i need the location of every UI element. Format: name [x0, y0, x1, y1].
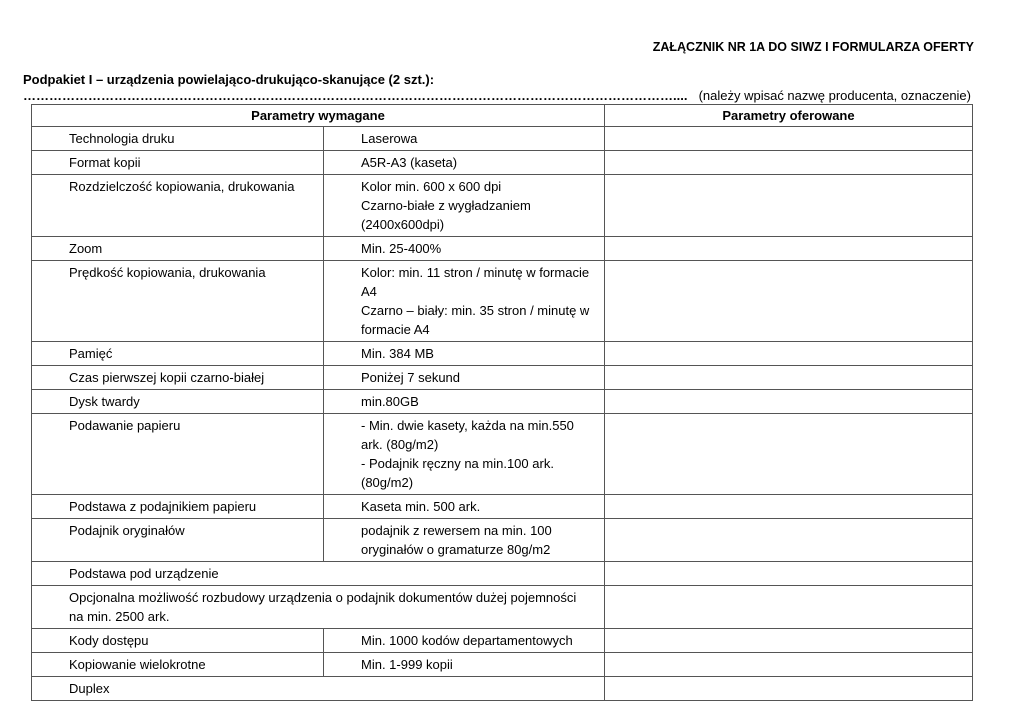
- param-name-line: na min. 2500 ark.: [69, 609, 170, 624]
- param-value-line: Poniżej 7 sekund: [361, 370, 461, 385]
- table-row: [32, 629, 973, 653]
- param-name: Kody dostępu: [32, 629, 324, 653]
- offer-cell[interactable]: [605, 342, 973, 366]
- param-name: Czas pierwszej kopii czarno-białej: [32, 366, 324, 390]
- param-value-line: formacie A4: [361, 322, 430, 337]
- param-name: Dysk twardy: [32, 390, 324, 414]
- param-value-line: Laserowa: [361, 131, 418, 146]
- offer-cell[interactable]: [605, 414, 973, 495]
- table-row: [32, 677, 973, 701]
- param-value: [324, 519, 605, 562]
- param-value: [324, 653, 605, 677]
- param-value-line: Min. 1000 kodów departamentowych: [361, 633, 573, 648]
- param-value-line: A5R-A3 (kaseta): [361, 155, 458, 170]
- param-value: [324, 127, 605, 151]
- table-row: [32, 562, 973, 586]
- param-name-line: Opcjonalna możliwość rozbudowy urządzenia o podajnik dokumentów dużej pojemności: [69, 590, 577, 605]
- param-value-line: ark. (80g/m2): [361, 437, 439, 452]
- param-value-line: Kolor min. 600 x 600 dpi: [361, 179, 502, 194]
- spec-table: [31, 104, 973, 701]
- param-value: [324, 175, 605, 237]
- param-value-line: oryginałów o gramaturze 80g/m2: [361, 542, 551, 557]
- offer-cell[interactable]: [605, 151, 973, 175]
- param-name: Format kopii: [32, 151, 324, 175]
- param-value-line: - Podajnik ręczny na min.100 ark.: [361, 456, 554, 471]
- table-row: [32, 495, 973, 519]
- param-name: Podajnik oryginałów: [32, 519, 324, 562]
- param-value-line: - Min. dwie kasety, każda na min.550: [361, 418, 574, 433]
- table-row: [32, 151, 973, 175]
- param-value-line: Min. 25-400%: [361, 241, 442, 256]
- producer-line: [23, 88, 971, 104]
- param-value-line: min.80GB: [361, 394, 419, 409]
- table-header-row: [32, 105, 973, 127]
- param-value-line: Min. 384 MB: [361, 346, 434, 361]
- table-row: [32, 390, 973, 414]
- table-row: [32, 342, 973, 366]
- param-value-line: (80g/m2): [361, 475, 414, 490]
- param-value: [324, 237, 605, 261]
- offer-cell[interactable]: [605, 495, 973, 519]
- param-value-line: Min. 1-999 kopii: [361, 657, 453, 672]
- table-row: [32, 175, 973, 237]
- param-value-line: Kolor: min. 11 stron / minutę w formacie: [361, 265, 590, 280]
- offer-cell[interactable]: [605, 390, 973, 414]
- param-value: [324, 261, 605, 342]
- table-row: [32, 653, 973, 677]
- param-name: Podawanie papieru: [32, 414, 324, 495]
- offer-cell[interactable]: [605, 629, 973, 653]
- header-required: Parametry wymagane: [32, 105, 605, 127]
- param-value: [324, 629, 605, 653]
- param-value-line: Czarno-białe z wygładzaniem: [361, 198, 531, 213]
- param-value: [324, 390, 605, 414]
- param-value-line: podajnik z rewersem na min. 100: [361, 523, 552, 538]
- param-value-line: (2400x600dpi): [361, 217, 445, 232]
- offer-cell[interactable]: [605, 366, 973, 390]
- param-name: [32, 586, 605, 629]
- offer-cell[interactable]: [605, 519, 973, 562]
- param-name: Zoom: [32, 237, 324, 261]
- table-row: [32, 586, 973, 629]
- param-name: Rozdzielczość kopiowania, drukowania: [32, 175, 324, 237]
- table-row: [32, 519, 973, 562]
- table-row: [32, 366, 973, 390]
- param-value-line: Czarno – biały: min. 35 stron / minutę w: [361, 303, 590, 318]
- param-value-line: Kaseta min. 500 ark.: [361, 499, 481, 514]
- param-value: [324, 342, 605, 366]
- table-row: [32, 237, 973, 261]
- table-row: [32, 414, 973, 495]
- annex-title: ZAŁĄCZNIK NR 1A DO SIWZ I FORMULARZA OFERTY: [652, 40, 974, 54]
- param-name: Technologia druku: [32, 127, 324, 151]
- param-value: [324, 414, 605, 495]
- offer-cell[interactable]: [605, 127, 973, 151]
- offer-cell[interactable]: [605, 586, 973, 629]
- producer-dots: ……………………………………………………………………………………………………………………………………....: [23, 88, 688, 103]
- param-value: [324, 366, 605, 390]
- param-name: Prędkość kopiowania, drukowania: [32, 261, 324, 342]
- offer-cell[interactable]: [605, 562, 973, 586]
- param-value-line: A4: [361, 284, 377, 299]
- offer-cell[interactable]: [605, 261, 973, 342]
- param-name: Duplex: [32, 677, 605, 701]
- param-value: [324, 151, 605, 175]
- offer-cell[interactable]: [605, 653, 973, 677]
- offer-cell[interactable]: [605, 237, 973, 261]
- producer-note: (należy wpisać nazwę producenta, oznaczenie): [698, 88, 971, 103]
- param-value: [324, 495, 605, 519]
- offer-cell[interactable]: [605, 677, 973, 701]
- header-offered: Parametry oferowane: [605, 105, 973, 127]
- param-name: Podstawa z podajnikiem papieru: [32, 495, 324, 519]
- package-title: Podpakiet I – urządzenia powielająco-drukująco-skanujące (2 szt.):: [23, 72, 435, 87]
- table-row: [32, 261, 973, 342]
- offer-cell[interactable]: [605, 175, 973, 237]
- param-name: Kopiowanie wielokrotne: [32, 653, 324, 677]
- param-name: Podstawa pod urządzenie: [32, 562, 605, 586]
- param-name: Pamięć: [32, 342, 324, 366]
- table-row: [32, 127, 973, 151]
